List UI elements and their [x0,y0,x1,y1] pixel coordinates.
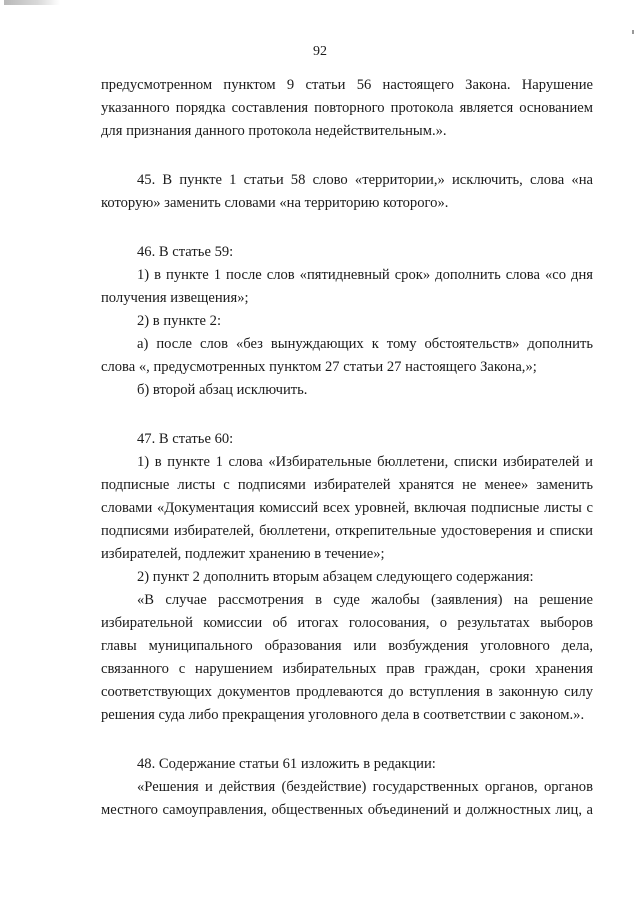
text-line: соответствующих документов продлеваются до вступления в законную силу [101,684,593,700]
text-line: 1) в пункте 1 после слов «пятидневный срок» дополнить слова «со дня [137,267,593,283]
text-line: 1) в пункте 1 слова «Избирательные бюллетени, списки избирателей и [137,454,593,470]
text-line: указанного порядка составления повторного протокола является основанием [101,100,593,116]
text-line: получения извещения»; [101,290,249,306]
text-line: слова «, предусмотренных пунктом 27 статьи 27 настоящего Закона,»; [101,359,537,375]
document-body [101,74,593,822]
text-line: для признания данного протокола недействительным.». [101,123,447,139]
paragraph-item-47 [101,428,593,727]
text-line: 2) пункт 2 дополнить вторым абзацем следующего содержания: [137,569,534,585]
text-line: связанного с нарушением избирательных прав граждан, сроки хранения [101,661,593,677]
text-line: а) после слов «без вынуждающих к тому обстоятельств» дополнить [137,336,593,352]
paragraph-item-45 [101,169,593,215]
text-line: 46. В статье 59: [137,244,234,260]
text-line: избирательной комиссии об итогах голосования, о результатах выборов [101,615,593,631]
text-line: 45. В пункте 1 статьи 58 слово «территории,» исключить, слова «на [137,172,593,188]
text-line: 2) в пункте 2: [137,313,222,329]
paragraph-item-48 [101,753,593,822]
text-line: 47. В статье 60: [137,431,234,447]
text-line: главы муниципального образования или возбуждения уголовного дела, [101,638,593,654]
text-line: предусмотренном пунктом 9 статьи 56 настоящего Закона. Нарушение [101,77,593,93]
text-line: местного самоуправления, общественных объединений и должностных лиц, а [101,802,593,818]
scan-artifact [4,0,60,5]
text-line: «В случае рассмотрения в суде жалобы (заявления) на решение [137,592,593,608]
page-number: 92 [313,44,327,59]
paragraph-item-46 [101,241,593,402]
paragraph-continuation [101,74,593,143]
text-line: подписями избирателей, бюллетени, открепительные удостоверения и списки [101,523,593,539]
text-line: словами «Документация комиссий всех уровней, включая подписные листы с [101,500,593,516]
text-line: решения суда либо прекращения уголовного дела в соответствии с законом.». [101,707,585,723]
scan-artifact-dot [632,30,634,34]
text-line: б) второй абзац исключить. [137,382,308,398]
text-line: подписные листы с подписями избирателей хранятся не менее» заменить [101,477,593,493]
text-line: которую» заменить словами «на территорию которого». [101,195,449,211]
text-line: «Решения и действия (бездействие) государственных органов, органов [137,779,593,795]
text-line: избирателей, подлежит хранению в течение»; [101,546,385,562]
text-line: 48. Содержание статьи 61 изложить в редакции: [137,756,436,772]
